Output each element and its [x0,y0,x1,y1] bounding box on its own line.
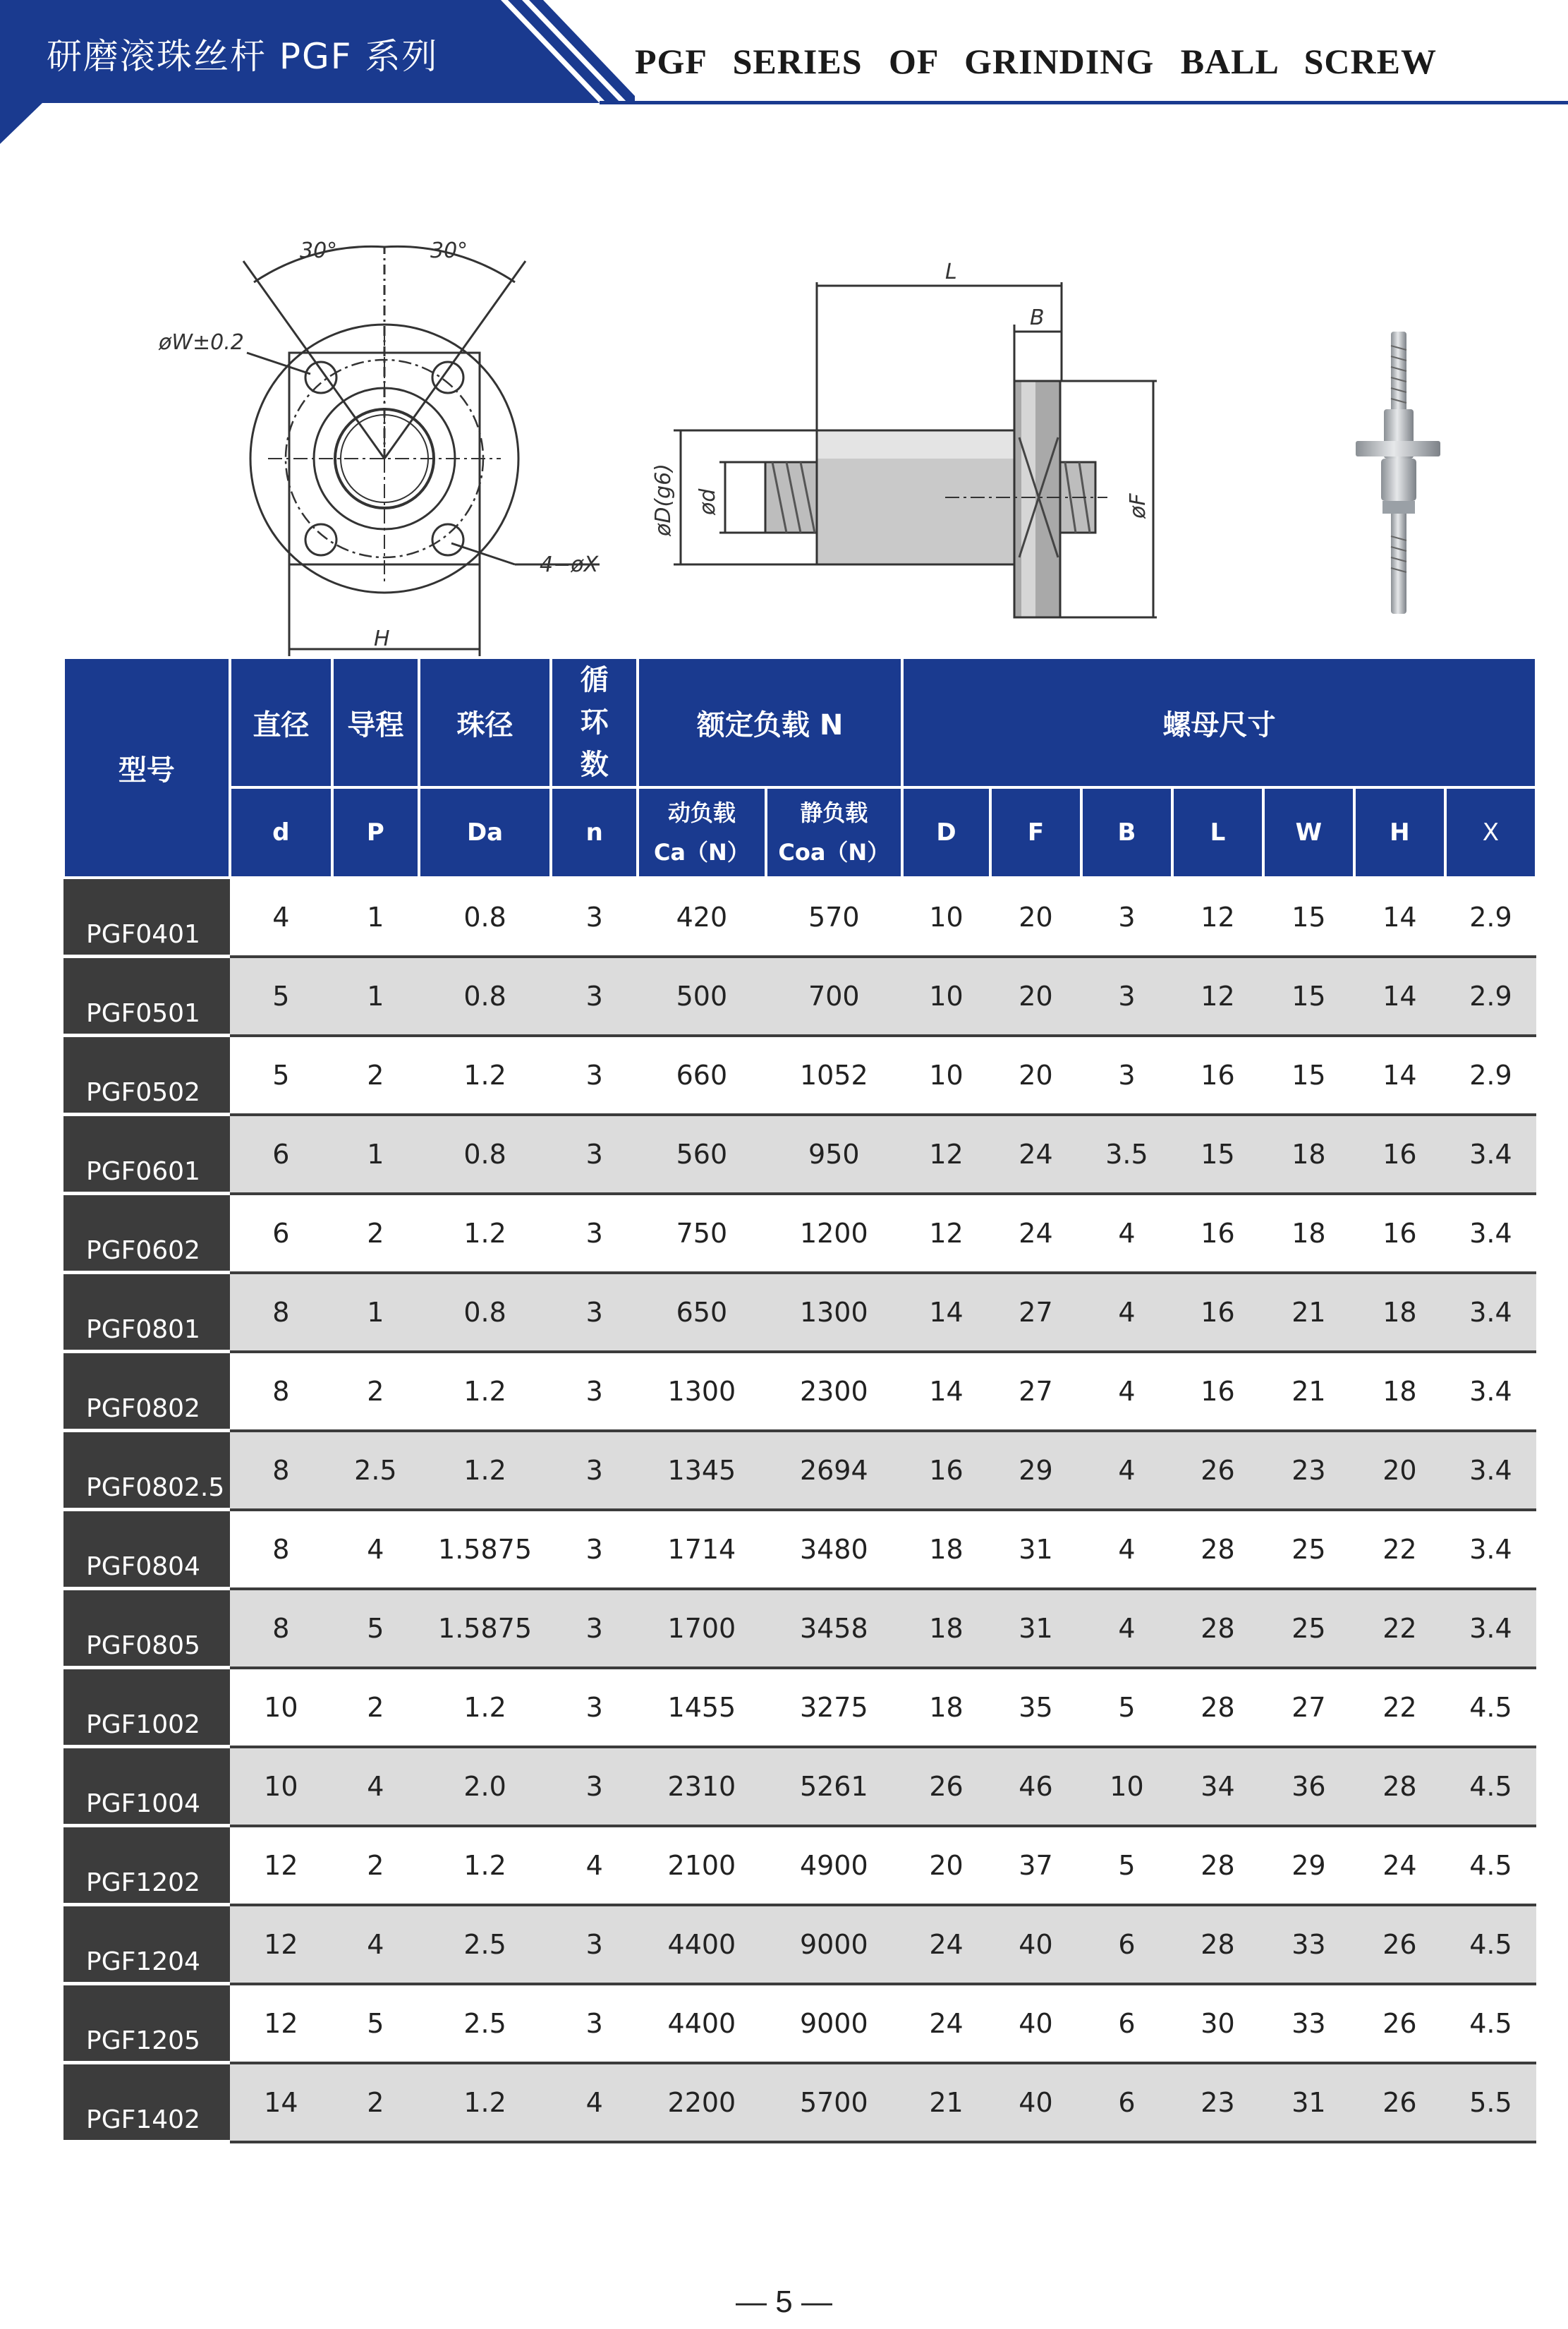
width-h-label: H [374,627,390,651]
value-cell: 4.5 [1445,1905,1536,1984]
model-cell: PGF1205 [63,1984,230,2063]
value-cell: 0.8 [419,1115,551,1194]
model-cell: PGF1402 [63,2063,230,2142]
table-header-row-1 [63,658,1536,787]
value-cell: 28 [1172,1510,1263,1589]
value-cell: 15 [1263,957,1354,1036]
value-cell: 18 [1354,1352,1445,1431]
value-cell: 40 [990,1905,1081,1984]
value-cell: 3 [1081,957,1172,1036]
value-cell: 2.9 [1445,1036,1536,1115]
sub-p: P [332,787,419,878]
value-cell: 2.5 [419,1984,551,2063]
value-cell: 2 [332,1036,419,1115]
ball-screw-photo [1340,325,1467,621]
value-cell: 650 [638,1273,765,1352]
value-cell: 3.4 [1445,1510,1536,1589]
value-cell: 2.9 [1445,878,1536,957]
table-row [63,1668,1536,1747]
value-cell: 26 [1354,1905,1445,1984]
value-cell: 31 [990,1589,1081,1668]
value-cell: 14 [902,1352,990,1431]
model-cell: PGF1202 [63,1826,230,1905]
model-cell: PGF0602 [63,1194,230,1273]
table-row [63,1115,1536,1194]
value-cell: 27 [990,1273,1081,1352]
value-cell: 10 [902,878,990,957]
value-cell: 26 [902,1747,990,1826]
value-cell: 1.2 [419,1036,551,1115]
model-cell: PGF0804 [63,1510,230,1589]
col-ball: 珠径 [419,658,551,787]
value-cell: 8 [230,1589,332,1668]
model-cell: PGF0802.5 [63,1431,230,1510]
value-cell: 3275 [766,1668,902,1747]
value-cell: 3 [1081,878,1172,957]
value-cell: 31 [990,1510,1081,1589]
value-cell: 16 [1172,1273,1263,1352]
table-row [63,2063,1536,2142]
value-cell: 6 [1081,1984,1172,2063]
value-cell: 15 [1172,1115,1263,1194]
value-cell: 26 [1354,1984,1445,2063]
value-cell: 40 [990,2063,1081,2142]
spec-table [62,656,1538,2143]
value-cell: 3458 [766,1589,902,1668]
table-row [63,1747,1536,1826]
value-cell: 4 [230,878,332,957]
shaft-diameter-label: ød [695,488,720,515]
sub-ca [638,787,765,878]
value-cell: 2.9 [1445,957,1536,1036]
value-cell: 8 [230,1431,332,1510]
value-cell: 3 [551,1194,638,1273]
model-cell: PGF1204 [63,1905,230,1984]
value-cell: 10 [902,957,990,1036]
value-cell: 3.4 [1445,1352,1536,1431]
value-cell: 25 [1263,1589,1354,1668]
value-cell: 4.5 [1445,1826,1536,1905]
value-cell: 3 [551,1273,638,1352]
header-title-en: PGF SERIES OF GRINDING BALL SCREW [635,42,1437,81]
value-cell: 4.5 [1445,1984,1536,2063]
value-cell: 24 [902,1905,990,1984]
model-cell: PGF0601 [63,1115,230,1194]
value-cell: 16 [902,1431,990,1510]
value-cell: 660 [638,1036,765,1115]
header-banner-tail [0,103,42,144]
header-title-cn: 研磨滚珠丝杆 PGF 系列 [47,36,439,77]
value-cell: 6 [230,1115,332,1194]
value-cell: 1 [332,957,419,1036]
value-cell: 2 [332,1194,419,1273]
value-cell: 4900 [766,1826,902,1905]
value-cell: 1 [332,1115,419,1194]
value-cell: 4400 [638,1905,765,1984]
value-cell: 16 [1172,1194,1263,1273]
value-cell: 12 [902,1115,990,1194]
model-cell: PGF0401 [63,878,230,957]
table-row [63,1984,1536,2063]
table-row [63,1352,1536,1431]
value-cell: 9000 [766,1984,902,2063]
value-cell: 26 [1354,2063,1445,2142]
value-cell: 3.4 [1445,1273,1536,1352]
value-cell: 3 [551,1352,638,1431]
value-cell: 2300 [766,1352,902,1431]
model-cell: PGF0805 [63,1589,230,1668]
model-cell: PGF0801 [63,1273,230,1352]
value-cell: 1200 [766,1194,902,1273]
value-cell: 3 [1081,1036,1172,1115]
value-cell: 1.2 [419,1826,551,1905]
value-cell: 4 [551,1826,638,1905]
value-cell: 15 [1263,878,1354,957]
value-cell: 46 [990,1747,1081,1826]
value-cell: 8 [230,1510,332,1589]
value-cell: 700 [766,957,902,1036]
value-cell: 5261 [766,1747,902,1826]
sub-F: F [990,787,1081,878]
value-cell: 29 [990,1431,1081,1510]
value-cell: 3 [551,1905,638,1984]
value-cell: 3.4 [1445,1194,1536,1273]
value-cell: 2100 [638,1826,765,1905]
value-cell: 3 [551,1747,638,1826]
col-diameter: 直径 [230,658,332,787]
value-cell: 34 [1172,1747,1263,1826]
table-row [63,1905,1536,1984]
value-cell: 20 [1354,1431,1445,1510]
value-cell: 2 [332,1668,419,1747]
value-cell: 8 [230,1352,332,1431]
value-cell: 31 [1263,2063,1354,2142]
model-cell: PGF0502 [63,1036,230,1115]
sub-coa-en: Coa（N） [778,839,890,866]
model-cell: PGF1004 [63,1747,230,1826]
value-cell: 420 [638,878,765,957]
value-cell: 8 [230,1273,332,1352]
value-cell: 12 [1172,957,1263,1036]
value-cell: 28 [1172,1826,1263,1905]
flange-thickness-b-label: B [1030,306,1045,330]
value-cell: 4 [1081,1352,1172,1431]
value-cell: 3.4 [1445,1589,1536,1668]
value-cell: 16 [1172,1352,1263,1431]
sub-L: L [1172,787,1263,878]
value-cell: 500 [638,957,765,1036]
value-cell: 21 [1263,1273,1354,1352]
value-cell: 15 [1263,1036,1354,1115]
nut-side-view-drawing [635,254,1185,635]
page-number: — 5 — [736,2285,832,2319]
value-cell: 3.5 [1081,1115,1172,1194]
value-cell: 24 [1354,1826,1445,1905]
value-cell: 3 [551,1036,638,1115]
value-cell: 20 [990,878,1081,957]
table-header-row-2 [63,787,1536,878]
value-cell: 1300 [766,1273,902,1352]
value-cell: 28 [1172,1668,1263,1747]
value-cell: 3.4 [1445,1115,1536,1194]
value-cell: 5 [230,957,332,1036]
table-row [63,1826,1536,1905]
value-cell: 4.5 [1445,1668,1536,1747]
value-cell: 1 [332,878,419,957]
value-cell: 23 [1263,1431,1354,1510]
model-cell: PGF0501 [63,957,230,1036]
value-cell: 40 [990,1984,1081,2063]
value-cell: 35 [990,1668,1081,1747]
value-cell: 3.4 [1445,1431,1536,1510]
value-cell: 4 [1081,1273,1172,1352]
table-row [63,1273,1536,1352]
value-cell: 1.5875 [419,1589,551,1668]
table-row [63,1194,1536,1273]
value-cell: 33 [1263,1905,1354,1984]
value-cell: 10 [230,1747,332,1826]
value-cell: 5 [332,1984,419,2063]
value-cell: 2200 [638,2063,765,2142]
value-cell: 4 [551,2063,638,2142]
value-cell: 0.8 [419,1273,551,1352]
value-cell: 0.8 [419,957,551,1036]
value-cell: 1345 [638,1431,765,1510]
sub-ca-cn: 动负载 [667,799,736,826]
col-nut: 螺母尺寸 [902,658,1536,787]
value-cell: 1.2 [419,2063,551,2142]
value-cell: 1.2 [419,1352,551,1431]
value-cell: 5700 [766,2063,902,2142]
value-cell: 20 [990,1036,1081,1115]
sub-B: B [1081,787,1172,878]
table-row [63,878,1536,957]
spec-table-body [63,878,1536,2142]
value-cell: 24 [902,1984,990,2063]
value-cell: 27 [1263,1668,1354,1747]
value-cell: 3 [551,1668,638,1747]
value-cell: 37 [990,1826,1081,1905]
value-cell: 2 [332,2063,419,2142]
value-cell: 10 [230,1668,332,1747]
value-cell: 1300 [638,1352,765,1431]
value-cell: 21 [902,2063,990,2142]
value-cell: 6 [1081,1905,1172,1984]
value-cell: 4 [1081,1431,1172,1510]
sub-d: d [230,787,332,878]
table-row [63,1036,1536,1115]
value-cell: 3480 [766,1510,902,1589]
value-cell: 2 [332,1826,419,1905]
value-cell: 2.5 [332,1431,419,1510]
value-cell: 4 [332,1510,419,1589]
col-model: 型号 [63,658,230,878]
value-cell: 28 [1354,1747,1445,1826]
value-cell: 1.2 [419,1668,551,1747]
value-cell: 36 [1263,1747,1354,1826]
value-cell: 26 [1172,1431,1263,1510]
value-cell: 24 [990,1115,1081,1194]
sub-n: n [551,787,638,878]
value-cell: 33 [1263,1984,1354,2063]
value-cell: 4 [1081,1194,1172,1273]
value-cell: 5 [1081,1826,1172,1905]
value-cell: 28 [1172,1589,1263,1668]
table-row [63,957,1536,1036]
bolt-circle-label: øW±0.2 [159,330,244,355]
value-cell: 2.5 [419,1905,551,1984]
value-cell: 0.8 [419,878,551,957]
table-row [63,1589,1536,1668]
value-cell: 22 [1354,1589,1445,1668]
value-cell: 23 [1172,2063,1263,2142]
value-cell: 570 [766,878,902,957]
value-cell: 18 [1354,1273,1445,1352]
value-cell: 3 [551,1510,638,1589]
value-cell: 2694 [766,1431,902,1510]
sub-ca-en: Ca（N） [653,839,750,866]
value-cell: 6 [230,1194,332,1273]
value-cell: 3 [551,1589,638,1668]
value-cell: 12 [230,1984,332,2063]
value-cell: 22 [1354,1668,1445,1747]
value-cell: 18 [1263,1194,1354,1273]
value-cell: 16 [1172,1036,1263,1115]
sub-H: H [1354,787,1445,878]
value-cell: 950 [766,1115,902,1194]
col-load: 额定负载 N [638,658,902,787]
col-circuits-text: 循环数 [580,664,609,781]
value-cell: 2 [332,1352,419,1431]
value-cell: 9000 [766,1905,902,1984]
value-cell: 1.2 [419,1431,551,1510]
value-cell: 18 [902,1510,990,1589]
table-row [63,1431,1536,1510]
value-cell: 12 [230,1905,332,1984]
value-cell: 3 [551,878,638,957]
model-cell: PGF0802 [63,1352,230,1431]
value-cell: 3 [551,957,638,1036]
value-cell: 4 [1081,1589,1172,1668]
value-cell: 2.0 [419,1747,551,1826]
col-circuits [551,658,638,787]
value-cell: 3 [551,1115,638,1194]
table-row [63,1510,1536,1589]
value-cell: 1.2 [419,1194,551,1273]
value-cell: 1.5875 [419,1510,551,1589]
value-cell: 14 [230,2063,332,2142]
value-cell: 5.5 [1445,2063,1536,2142]
value-cell: 27 [990,1352,1081,1431]
angle-left-label: 30° [300,238,338,263]
value-cell: 5 [332,1589,419,1668]
value-cell: 14 [1354,878,1445,957]
value-cell: 4 [332,1747,419,1826]
value-cell: 14 [1354,957,1445,1036]
value-cell: 16 [1354,1115,1445,1194]
sub-coa-cn: 静负载 [800,799,868,826]
value-cell: 6 [1081,2063,1172,2142]
holes-label: 4−øX [540,552,599,577]
value-cell: 18 [902,1668,990,1747]
flange-front-view-drawing [148,226,628,656]
value-cell: 2310 [638,1747,765,1826]
sub-coa [766,787,902,878]
value-cell: 20 [990,957,1081,1036]
value-cell: 12 [230,1826,332,1905]
value-cell: 20 [902,1826,990,1905]
sub-D: D [902,787,990,878]
value-cell: 560 [638,1115,765,1194]
value-cell: 12 [1172,878,1263,957]
value-cell: 5 [1081,1668,1172,1747]
sub-W: W [1263,787,1354,878]
header-stripes [423,0,635,103]
length-l-label: L [945,260,957,284]
value-cell: 10 [1081,1747,1172,1826]
value-cell: 16 [1354,1194,1445,1273]
nut-diameter-label: øD(g6) [651,464,676,536]
value-cell: 10 [902,1036,990,1115]
value-cell: 12 [902,1194,990,1273]
value-cell: 21 [1263,1352,1354,1431]
value-cell: 3 [551,1984,638,2063]
value-cell: 14 [902,1273,990,1352]
value-cell: 1052 [766,1036,902,1115]
value-cell: 24 [990,1194,1081,1273]
value-cell: 4400 [638,1984,765,2063]
value-cell: 22 [1354,1510,1445,1589]
value-cell: 1 [332,1273,419,1352]
flange-diameter-label: øF [1126,493,1150,519]
value-cell: 25 [1263,1510,1354,1589]
value-cell: 4 [332,1905,419,1984]
value-cell: 30 [1172,1984,1263,2063]
value-cell: 18 [1263,1115,1354,1194]
value-cell: 29 [1263,1826,1354,1905]
angle-right-label: 30° [430,238,468,263]
col-lead: 导程 [332,658,419,787]
value-cell: 1455 [638,1668,765,1747]
value-cell: 750 [638,1194,765,1273]
value-cell: 4 [1081,1510,1172,1589]
value-cell: 28 [1172,1905,1263,1984]
value-cell: 3 [551,1431,638,1510]
header-underline [600,101,1568,104]
value-cell: 14 [1354,1036,1445,1115]
sub-X: X [1445,787,1536,878]
model-cell: PGF1002 [63,1668,230,1747]
value-cell: 4.5 [1445,1747,1536,1826]
value-cell: 5 [230,1036,332,1115]
sub-da: Da [419,787,551,878]
value-cell: 1714 [638,1510,765,1589]
value-cell: 1700 [638,1589,765,1668]
value-cell: 18 [902,1589,990,1668]
